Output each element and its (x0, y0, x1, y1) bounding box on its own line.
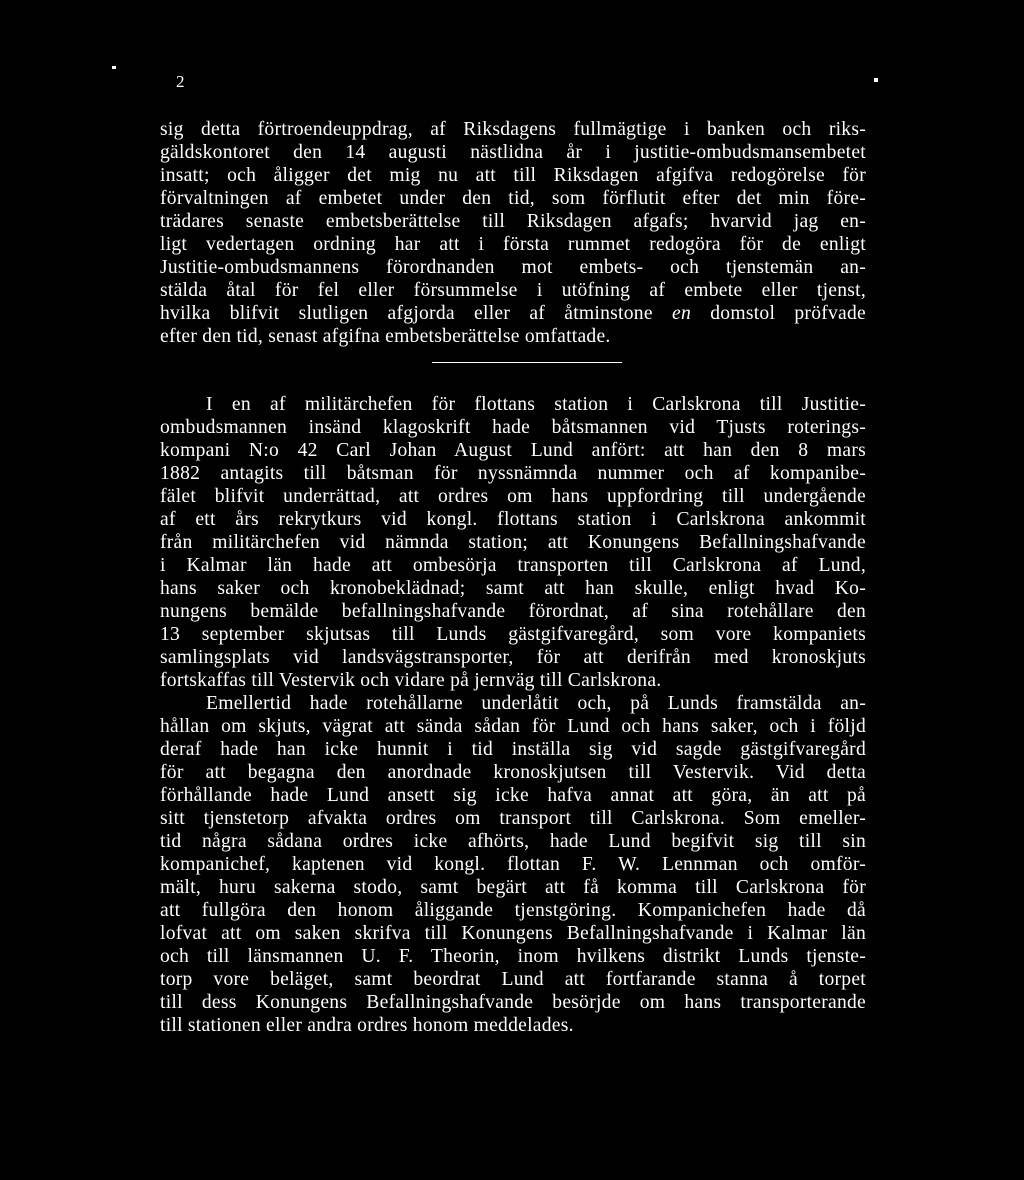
paragraph2-line: samlingsplats vid landsvägstransporter, för att derifrån med kronoskjuts (160, 647, 866, 668)
paragraph1-line: gäldskontoret den 14 augusti nästlidna år i justitie-ombudsmansembetet (160, 142, 866, 163)
paragraph3-line: hållan om skjuts, vägrat att sända sådan för Lund och hans saker, och i följd (160, 716, 866, 737)
paragraph1-line: Justitie-ombudsmannens förordnanden mot embets- och tjenstemän an- (160, 257, 866, 278)
paragraph1-line: stälda åtal för fel eller försummelse i utöfning af embete eller tjenst, (160, 280, 866, 301)
paragraph2-line: från militärchefen vid nämnda station; att Konungens Befallningshafvande (160, 532, 866, 553)
page-number: 2 (176, 72, 185, 91)
paragraph1-line (160, 302, 866, 325)
paragraph2-line: nungens bemälde befallningshafvande förordnat, af sina rotehållare den (160, 601, 866, 622)
line-text: domstol pröfvade (691, 303, 867, 324)
paragraph3-line: att fullgöra den honom åliggande tjenstgöring. Kompanichefen hade då (160, 900, 866, 921)
paragraph3-line: till dess Konungens Befallningshafvande besörjde om hans transporterande (160, 992, 866, 1013)
scan-speck (874, 78, 878, 82)
paragraph3-line: tid några sådana ordres icke afhörts, hade Lund begifvit sig till sin (160, 831, 866, 852)
paragraph3-line: mält, huru sakerna stodo, samt begärt att få komma till Carlskrona för (160, 877, 866, 898)
paragraph2-line: ombudsmannen insänd klagoskrift hade båtsmannen vid Tjusts roterings- (160, 417, 866, 438)
paragraph2-line: 1882 antagits till båtsman för nyssnämnda nummer och af kompanibe- (160, 463, 866, 484)
paragraph1-line: trädares senaste embetsberättelse till Riksdagen afgafs; hvarvid jag en- (160, 211, 866, 232)
paragraph3-line: förhållande hade Lund ansett sig icke hafva annat att göra, än att på (160, 785, 866, 806)
line-text: hvilka blifvit slutligen afgjorda eller af åtminstone (160, 303, 673, 324)
paragraph3-line: kompanichef, kaptenen vid kongl. flottan F. W. Lennman och omför- (160, 854, 866, 875)
paragraph3-line: torp vore beläget, samt beordrat Lund att fortfarande stanna å torpet (160, 969, 866, 990)
paragraph1-line: efter den tid, senast afgifna embetsberättelse omfattade. (160, 326, 611, 347)
paragraph1-line: insatt; och åligger det mig nu att till Riksdagen afgifva redogörelse för (160, 165, 866, 186)
paragraph3-line: till stationen eller andra ordres honom meddelades. (160, 1015, 574, 1036)
paragraph2-line: af ett års rekrytkurs vid kongl. flottans station i Carlskrona ankommit (160, 509, 866, 530)
paragraph3-line: för att begagna den anordnade kronoskjutsen till Vestervik. Vid detta (160, 762, 866, 783)
paragraph2-line: i Kalmar län hade att ombesörja transporten till Carlskrona af Lund, (160, 555, 866, 576)
paragraph1-line: ligt vedertagen ordning har att i första rummet redogöra för de enligt (160, 234, 866, 255)
paragraph3-line: deraf hade han icke hunnit i tid inställa sig vid sagde gästgifvaregård (160, 739, 866, 760)
paragraph3-line: lofvat att om saken skrifva till Konungens Befallningshafvande i Kalmar län (160, 923, 866, 944)
paragraph2-line: hans saker och kronobeklädnad; samt att han skulle, enligt hvad Ko- (160, 578, 866, 599)
paragraph2-line: 13 september skjutsas till Lunds gästgifvaregård, som vore kompaniets (160, 624, 866, 645)
italic-word: en (672, 303, 692, 324)
paragraph2-line: fortskaffas till Vestervik och vidare på jernväg till Carlskrona. (160, 670, 662, 691)
scan-speck (112, 66, 116, 69)
paragraph2-line: fälet blifvit underrättad, att ordres om hans uppfordring till undergående (160, 486, 866, 507)
paragraph3-line: Emellertid hade rotehållarne underlåtit och, på Lunds framstälda an- (206, 693, 866, 714)
section-divider (432, 362, 622, 363)
paragraph3-line: sitt tjenstetorp afvakta ordres om transport till Carlskrona. Som emeller- (160, 808, 866, 829)
paragraph1-line: sig detta förtroendeuppdrag, af Riksdagens fullmägtige i banken och riks- (160, 119, 866, 140)
paragraph1-line: förvaltningen af embetet under den tid, som förflutit efter det min före- (160, 188, 866, 209)
paragraph3-line: och till länsmannen U. F. Theorin, inom hvilkens distrikt Lunds tjenste- (160, 946, 866, 967)
paragraph2-line: kompani N:o 42 Carl Johan August Lund anfört: att han den 8 mars (160, 440, 866, 461)
paragraph2-line: I en af militärchefen för flottans station i Carlskrona till Justitie- (206, 394, 866, 415)
